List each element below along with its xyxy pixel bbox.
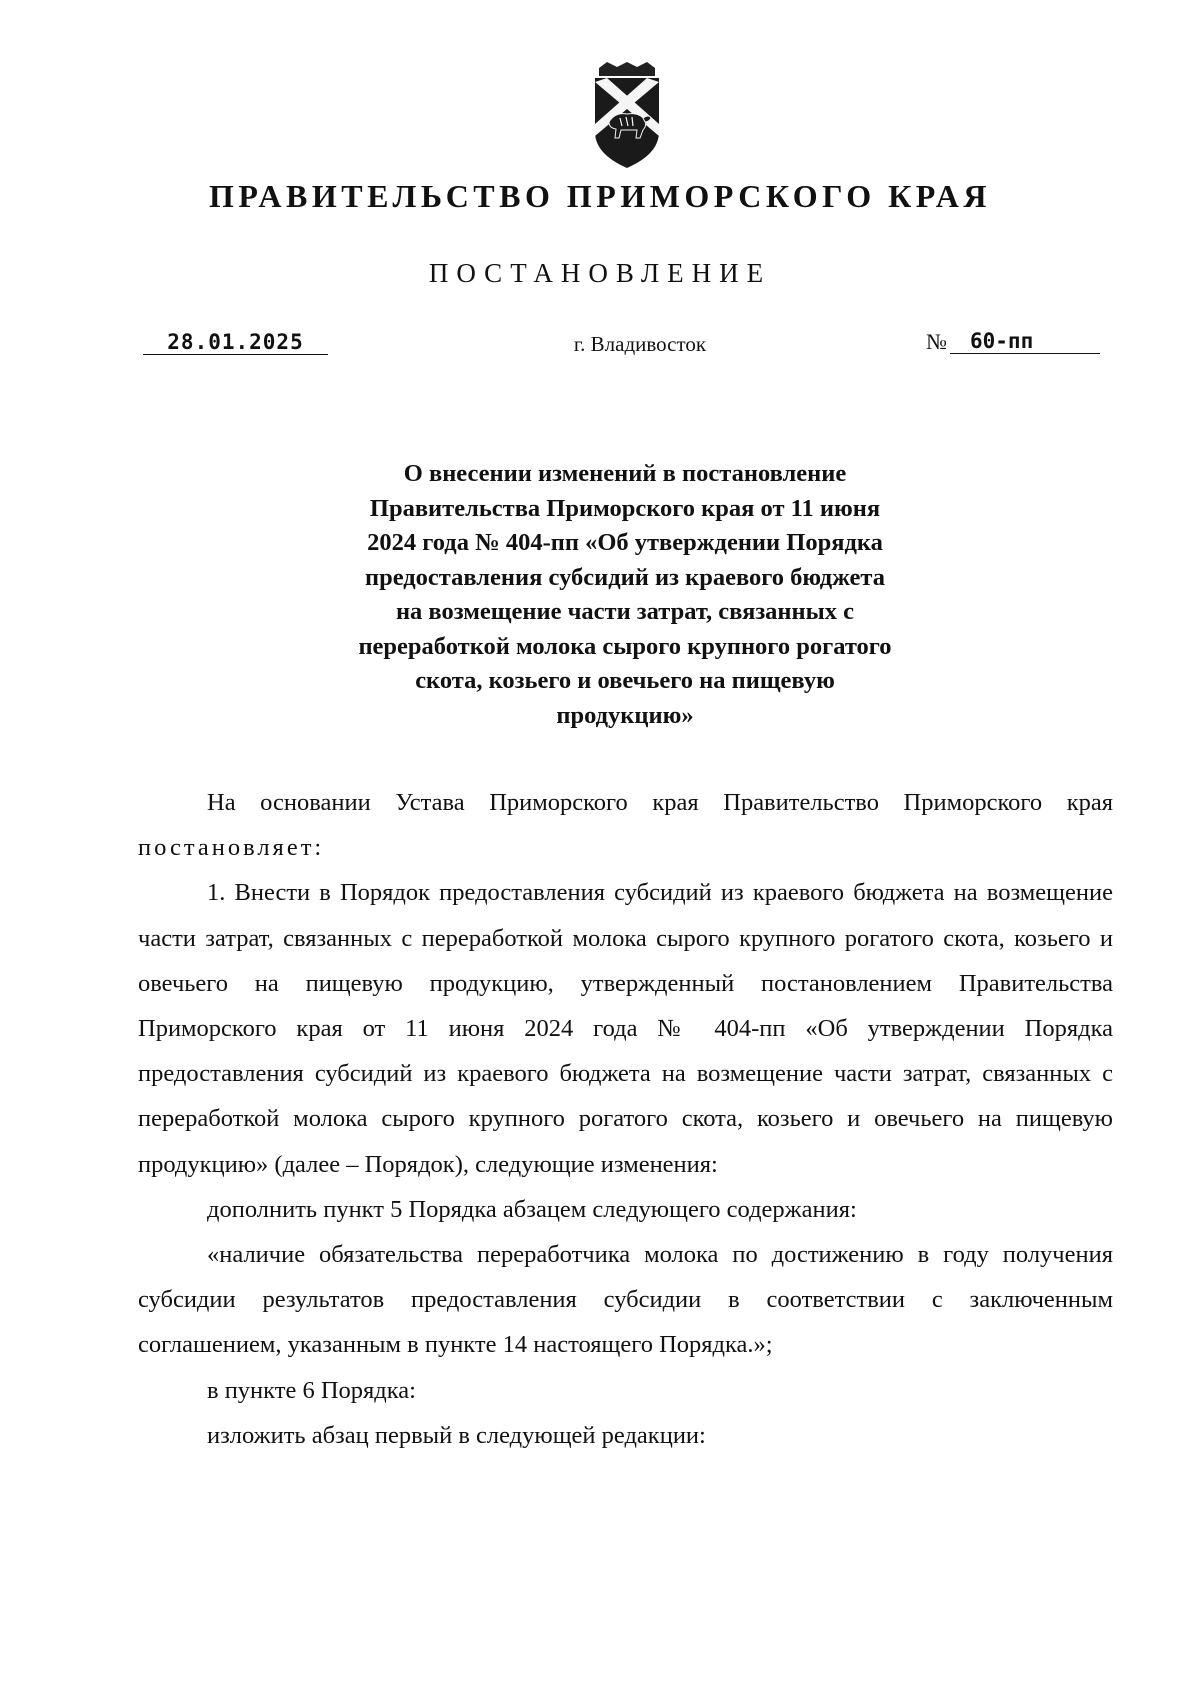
document-date: 28.01.2025 — [143, 330, 328, 355]
document-title — [300, 457, 950, 733]
title-line: скота, козьего и овечьего на пищевую — [415, 667, 835, 694]
title-line: переработкой молока сырого крупного рогатого — [358, 632, 892, 660]
paragraph-item-1: 1. Внести в Порядок предоставления субсидий из краевого бюджета на возмещение части затрат, связанных с переработкой молока сырого крупного рогатого скота, козьего и овечьего на пищевую продукцию, утвержденный постановлением Правительства Приморского края от 11 июня 2024 года № 404-пп «Об утверждении Порядка предоставления субсидий из краевого бюджета на возмещение части затрат, связанных с переработкой молока сырого крупного рогатого скота, козьего и овечьего на пищевую продукцию» (далее – Порядок), следующие изменения: — [138, 879, 1113, 1178]
coat-of-arms-icon — [585, 62, 669, 172]
title-line: продукцию» — [556, 701, 694, 729]
paragraph-preamble — [138, 780, 1113, 870]
paragraph-point-6: в пункте 6 Порядка: — [207, 1376, 416, 1404]
paragraph-amendment-text: «наличие обязательства переработчика молока по достижению в году получения субсидии результатов предоставления субсидии в соответствии с заключенным соглашением, указанным в пункте 14 настоящего Порядка.»; — [138, 1241, 1113, 1359]
title-line: Правительства Приморского края от 11 июня — [369, 494, 881, 522]
resolves-word: постановляет: — [138, 834, 325, 862]
title-line: О внесении изменений в постановление — [403, 460, 847, 487]
paragraph-restate: изложить абзац первый в следующей редакции: — [207, 1421, 706, 1449]
title-line: 2024 года № 404-пп «Об утверждении Порядка — [367, 529, 883, 556]
document-type: ПОСТАНОВЛЕНИЕ — [428, 258, 772, 288]
number-sign: № — [926, 329, 947, 354]
preamble-text: На основании Устава Приморского края Правительство Приморского края — [207, 789, 1113, 816]
document-body — [138, 780, 1113, 1458]
title-line: на возмещение части затрат, связанных с — [395, 598, 855, 625]
document-city: г. Владивосток — [573, 332, 707, 356]
title-line: предоставления субсидий из краевого бюджета — [364, 563, 886, 591]
paragraph-amendment-intro: дополнить пункт 5 Порядка абзацем следующего содержания: — [207, 1195, 857, 1223]
organization-name: ПРАВИТЕЛЬСТВО ПРИМОРСКОГО КРАЯ — [209, 178, 991, 214]
document-number: 60-пп — [950, 329, 1100, 354]
